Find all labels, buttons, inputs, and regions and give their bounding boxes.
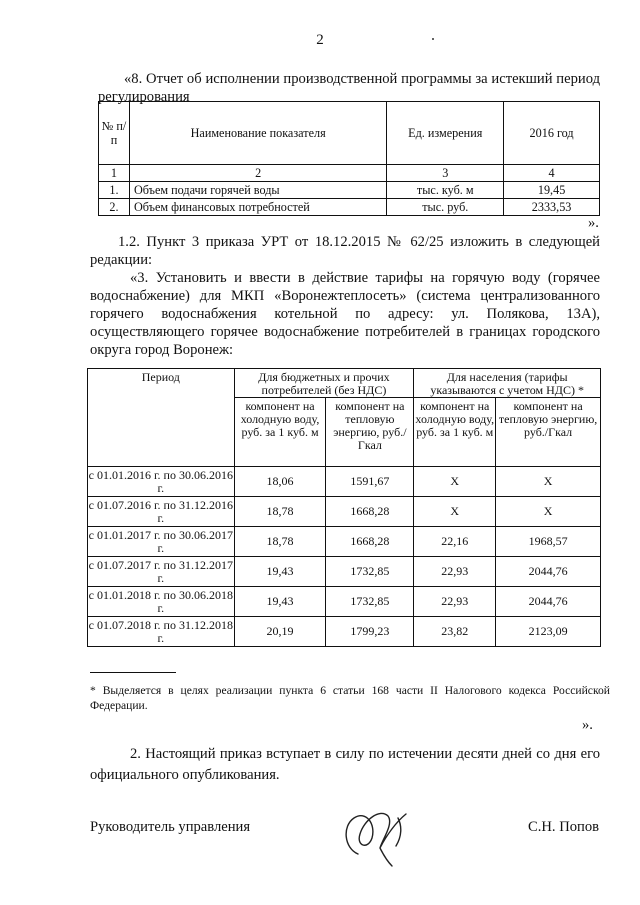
section-8-heading: «8. Отчет об исполнении производственной программы за истекший период регулирования — [98, 71, 600, 105]
numbering-cell: 3 — [387, 165, 504, 182]
row-population-heat: X — [496, 467, 601, 497]
row-population-cold: X — [414, 467, 496, 497]
row-population-cold: 22,16 — [414, 527, 496, 557]
row-number: 1. — [99, 182, 130, 199]
row-budget-heat: 1591,67 — [326, 467, 414, 497]
row-budget-heat: 1732,85 — [326, 557, 414, 587]
row-budget-heat: 1799,23 — [326, 617, 414, 647]
row-budget-cold: 18,78 — [234, 527, 326, 557]
signature-position: Руководитель управления — [90, 819, 251, 835]
row-budget-cold: 19,43 — [234, 587, 326, 617]
item-2-text: 2. Настоящий приказ вступает в силу по истечении десяти дней со дня его официального опубликования. — [90, 746, 600, 783]
production-program-table — [98, 101, 600, 216]
header-indicator: Наименование показателя — [129, 102, 386, 165]
header-period: Период — [88, 369, 235, 467]
table-row — [88, 557, 601, 587]
handwritten-signature — [336, 796, 426, 870]
row-period: с 01.01.2018 г. по 30.06.2018 г. — [88, 587, 233, 615]
row-population-cold: 22,93 — [414, 587, 496, 617]
header-unit: Ед. измерения — [387, 102, 504, 165]
row-indicator: Объем подачи горячей воды — [129, 182, 386, 199]
section-8-closing: ». — [588, 215, 599, 231]
row-budget-cold: 18,06 — [234, 467, 326, 497]
closing-quote: ». — [582, 717, 593, 733]
row-population-heat: 2123,09 — [496, 617, 601, 647]
table-row — [88, 467, 601, 497]
row-unit: тыс. руб. — [387, 199, 504, 216]
header-budget-cold: компонент на холодную воду, руб. за 1 куб. м — [234, 398, 326, 467]
row-population-heat: X — [496, 497, 601, 527]
header-population-group: Для населения (тарифы указываются с учетом НДС) * — [414, 369, 601, 398]
row-value: 2333,53 — [504, 199, 600, 216]
footnote-divider — [90, 672, 176, 673]
table-row — [99, 199, 600, 216]
row-value: 19,45 — [504, 182, 600, 199]
row-period: с 01.07.2017 г. по 31.12.2017 г. — [88, 557, 233, 585]
row-budget-heat: 1668,28 — [326, 527, 414, 557]
footnote: * Выделяется в целях реализации пункта 6 статьи 168 части II Налогового кодекса Российской Федерации. — [90, 684, 610, 712]
header-budget-group: Для бюджетных и прочих потребителей (без НДС) — [234, 369, 414, 398]
row-budget-cold: 19,43 — [234, 557, 326, 587]
speck-dot — [432, 38, 434, 40]
header-population-heat: компонент на тепловую энергию, руб./Гкал — [496, 398, 601, 467]
tariff-table — [87, 368, 601, 647]
numbering-cell: 2 — [129, 165, 386, 182]
row-population-cold: X — [414, 497, 496, 527]
row-period: с 01.07.2018 г. по 31.12.2018 г. — [88, 617, 233, 645]
table-row — [88, 527, 601, 557]
page-number: 2 — [316, 32, 324, 48]
row-budget-cold: 18,78 — [234, 497, 326, 527]
row-population-cold: 23,82 — [414, 617, 496, 647]
table-row — [88, 617, 601, 647]
numbering-cell: 1 — [99, 165, 130, 182]
row-indicator: Объем финансовых потребностей — [129, 199, 386, 216]
row-budget-heat: 1668,28 — [326, 497, 414, 527]
table-row — [88, 497, 601, 527]
row-period: с 01.01.2017 г. по 30.06.2017 г. — [88, 527, 233, 555]
row-population-cold: 22,93 — [414, 557, 496, 587]
row-population-heat: 2044,76 — [496, 587, 601, 617]
row-period: с 01.07.2016 г. по 31.12.2016 г. — [88, 497, 233, 525]
numbering-cell: 4 — [504, 165, 600, 182]
table-row — [88, 587, 601, 617]
item-1-2-text: 1.2. Пункт 3 приказа УРТ от 18.12.2015 № 62/25 изложить в следующей редакции: — [90, 234, 600, 268]
row-population-heat: 2044,76 — [496, 557, 601, 587]
row-period: с 01.01.2016 г. по 30.06.2016 г. — [88, 467, 233, 495]
row-budget-heat: 1732,85 — [326, 587, 414, 617]
item-1-2-quote: «3. Установить и ввести в действие тарифы на горячую воду (горячее водоснабжение) для МКП «Воронежтеплосеть» (система централизованного горячего водоснабжения котельной по адресу: ул. Полякова, 13А), осуществляющего горячее водоснабжение потребителей в границах городского округа город Воронеж: — [90, 270, 600, 358]
header-population-cold: компонент на холодную воду, руб. за 1 куб. м — [414, 398, 496, 467]
table-row — [99, 182, 600, 199]
row-population-heat: 1968,57 — [496, 527, 601, 557]
row-unit: тыс. куб. м — [387, 182, 504, 199]
header-year: 2016 год — [504, 102, 600, 165]
row-number: 2. — [99, 199, 130, 216]
header-budget-heat: компонент на тепловую энергию, руб./Гкал — [326, 398, 414, 467]
row-budget-cold: 20,19 — [234, 617, 326, 647]
signatory-name: С.Н. Попов — [528, 819, 600, 835]
header-number: № п/п — [99, 102, 130, 165]
